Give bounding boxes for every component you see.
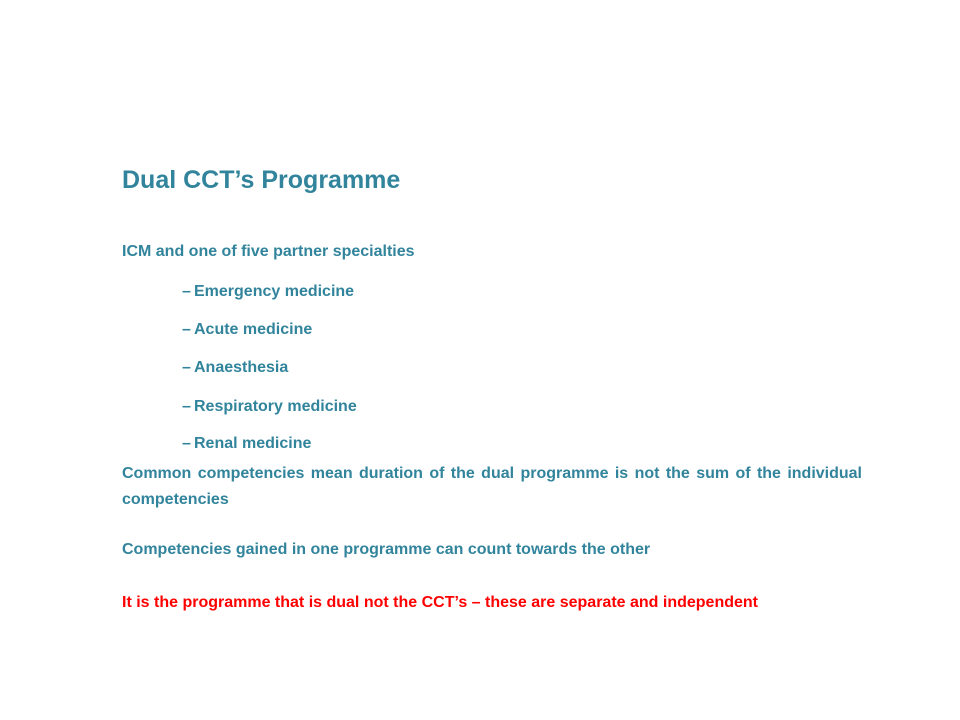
dash-icon: – <box>182 321 191 338</box>
paragraph-common-competencies: Common competencies mean duration of the dual programme is not the sum of the individual competencies <box>122 465 862 508</box>
dash-icon: – <box>182 435 191 452</box>
specialty-label: Emergency medicine <box>194 283 355 300</box>
paragraph-dual-programme-note: It is the programme that is dual not the CCT’s – these are separate and independent <box>122 594 758 611</box>
specialty-item-acute <box>182 320 312 340</box>
specialty-item-emergency <box>182 282 354 302</box>
specialty-item-renal <box>182 434 311 454</box>
slide-title: Dual CCT’s Programme <box>122 166 401 194</box>
specialty-item-anaesthesia <box>182 358 288 378</box>
specialty-label: Respiratory medicine <box>194 398 357 415</box>
paragraph-competencies-count: Competencies gained in one programme can count towards the other <box>122 541 651 558</box>
dash-icon: – <box>182 359 191 376</box>
specialty-item-respiratory <box>182 397 357 417</box>
specialty-label: Anaesthesia <box>194 359 289 376</box>
specialty-label: Acute medicine <box>194 321 313 338</box>
specialty-label: Renal medicine <box>194 435 312 452</box>
intro-text: ICM and one of five partner specialties <box>122 243 415 260</box>
dash-icon: – <box>182 398 191 415</box>
dash-icon: – <box>182 283 191 300</box>
